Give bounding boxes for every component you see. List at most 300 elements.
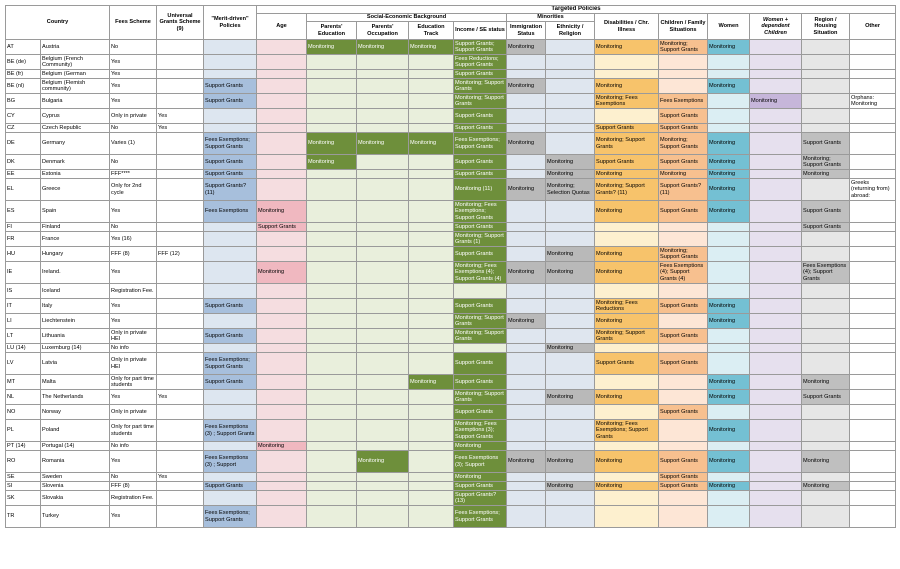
cell-universal	[157, 405, 204, 420]
header-country: Country	[6, 6, 110, 40]
cell-wom	[708, 442, 750, 451]
cell-code: LI	[6, 314, 41, 329]
cell-reg	[802, 506, 850, 528]
cell-chi	[659, 390, 708, 405]
cell-other	[850, 109, 896, 124]
cell-other	[850, 420, 896, 442]
cell-age	[257, 344, 307, 353]
cell-wom: Monitoring	[708, 451, 750, 473]
cell-universal	[157, 201, 204, 223]
cell-merit: Support Grants	[204, 329, 257, 344]
cell-po	[357, 473, 409, 482]
cell-eth	[546, 405, 595, 420]
cell-merit: Fees Exemptions (3) ; Support	[204, 451, 257, 473]
cell-country: Italy	[41, 299, 110, 314]
cell-inc: Support Grants	[454, 124, 507, 133]
cell-code: PL	[6, 420, 41, 442]
cell-age	[257, 133, 307, 155]
cell-eth	[546, 491, 595, 506]
cell-code: AT	[6, 40, 41, 55]
cell-po	[357, 375, 409, 390]
cell-merit: Support Grants	[204, 155, 257, 170]
cell-merit: Support Grants	[204, 299, 257, 314]
cell-dis: Support Grants	[595, 353, 659, 375]
cell-wdc	[750, 201, 802, 223]
cell-chi: Support Grants	[659, 155, 708, 170]
cell-wom	[708, 473, 750, 482]
cell-dis	[595, 405, 659, 420]
cell-code: PT (14)	[6, 442, 41, 451]
cell-reg	[802, 179, 850, 201]
cell-dis: Monitoring	[595, 390, 659, 405]
cell-fees: Varies (1)	[110, 133, 157, 155]
table-row	[6, 133, 896, 155]
cell-fees: Yes	[110, 201, 157, 223]
cell-eth	[546, 232, 595, 247]
cell-age	[257, 79, 307, 94]
cell-country: Belgium (Flemish community)	[41, 79, 110, 94]
cell-country: Ireland.	[41, 262, 110, 284]
cell-dis	[595, 473, 659, 482]
header-other: Other	[850, 14, 896, 40]
cell-country: France	[41, 232, 110, 247]
cell-et	[409, 451, 454, 473]
cell-et	[409, 491, 454, 506]
cell-wdc	[750, 40, 802, 55]
cell-et	[409, 223, 454, 232]
cell-pe	[307, 55, 357, 70]
cell-merit: Support Grants	[204, 482, 257, 491]
cell-po	[357, 491, 409, 506]
cell-universal	[157, 155, 204, 170]
cell-eth	[546, 124, 595, 133]
cell-fees: No	[110, 124, 157, 133]
cell-eth	[546, 420, 595, 442]
cell-inc	[454, 284, 507, 299]
cell-eth	[546, 284, 595, 299]
cell-merit	[204, 247, 257, 262]
cell-pe	[307, 247, 357, 262]
cell-et	[409, 405, 454, 420]
cell-imm: Monitoring	[507, 133, 546, 155]
cell-merit	[204, 442, 257, 451]
cell-age	[257, 482, 307, 491]
cell-eth: Monitoring; Selection Quotas	[546, 179, 595, 201]
cell-po	[357, 247, 409, 262]
cell-eth	[546, 133, 595, 155]
cell-country: Spain	[41, 201, 110, 223]
cell-imm	[507, 442, 546, 451]
cell-merit: Support Grants	[204, 170, 257, 179]
cell-chi	[659, 420, 708, 442]
cell-code: DK	[6, 155, 41, 170]
cell-fees: Only for 2nd cycle	[110, 179, 157, 201]
cell-fees: Yes	[110, 390, 157, 405]
cell-po	[357, 155, 409, 170]
table-row	[6, 170, 896, 179]
cell-inc: Monitoring; Support Grants	[454, 94, 507, 109]
cell-imm: Monitoring	[507, 314, 546, 329]
cell-wom: Monitoring	[708, 201, 750, 223]
cell-inc: Support Grants	[454, 482, 507, 491]
cell-dis	[595, 223, 659, 232]
cell-other	[850, 124, 896, 133]
table-row	[6, 55, 896, 70]
cell-country: Belgium (French Community)	[41, 55, 110, 70]
cell-country: Turkey	[41, 506, 110, 528]
cell-wdc	[750, 109, 802, 124]
cell-age	[257, 329, 307, 344]
cell-et	[409, 284, 454, 299]
cell-et	[409, 201, 454, 223]
cell-reg: Monitoring	[802, 375, 850, 390]
cell-pe	[307, 420, 357, 442]
cell-other	[850, 247, 896, 262]
cell-country: Cyprus	[41, 109, 110, 124]
cell-universal	[157, 179, 204, 201]
cell-et	[409, 94, 454, 109]
cell-wom	[708, 284, 750, 299]
cell-age	[257, 155, 307, 170]
cell-inc: Monitoring; Support Grants	[454, 329, 507, 344]
cell-fees: FFF (8)	[110, 247, 157, 262]
cell-imm: Monitoring	[507, 451, 546, 473]
cell-other: Greeks (returning from) abroad:	[850, 179, 896, 201]
cell-other	[850, 133, 896, 155]
cell-age: Monitoring	[257, 201, 307, 223]
cell-po	[357, 482, 409, 491]
cell-reg	[802, 344, 850, 353]
cell-eth: Monitoring	[546, 155, 595, 170]
cell-dis: Monitoring; Fees Exemptions; Support Grants	[595, 420, 659, 442]
cell-et	[409, 179, 454, 201]
cell-reg	[802, 314, 850, 329]
cell-eth: Monitoring	[546, 344, 595, 353]
cell-wom: Monitoring	[708, 390, 750, 405]
cell-inc: Monitoring; Fees Exemptions (3); Support Grants	[454, 420, 507, 442]
cell-po	[357, 70, 409, 79]
cell-et	[409, 262, 454, 284]
cell-wdc	[750, 223, 802, 232]
cell-po	[357, 262, 409, 284]
cell-po	[357, 55, 409, 70]
cell-pe	[307, 353, 357, 375]
cell-reg	[802, 473, 850, 482]
cell-code: IT	[6, 299, 41, 314]
cell-fees: Yes	[110, 314, 157, 329]
cell-pe	[307, 491, 357, 506]
cell-pe	[307, 94, 357, 109]
cell-imm	[507, 232, 546, 247]
cell-pe	[307, 232, 357, 247]
cell-po: Monitoring	[357, 133, 409, 155]
cell-wom	[708, 344, 750, 353]
table-row	[6, 473, 896, 482]
cell-code: BG	[6, 94, 41, 109]
table-row	[6, 344, 896, 353]
cell-age: Monitoring	[257, 262, 307, 284]
cell-imm	[507, 155, 546, 170]
table-row	[6, 442, 896, 451]
cell-other	[850, 506, 896, 528]
cell-pe	[307, 179, 357, 201]
table-row	[6, 179, 896, 201]
cell-fees: Registration Fee.	[110, 491, 157, 506]
cell-code: IE	[6, 262, 41, 284]
cell-wdc	[750, 491, 802, 506]
cell-po	[357, 405, 409, 420]
table-row	[6, 506, 896, 528]
cell-other	[850, 482, 896, 491]
cell-code: LT	[6, 329, 41, 344]
cell-reg: Support Grants	[802, 133, 850, 155]
cell-pe	[307, 70, 357, 79]
cell-code: NL	[6, 390, 41, 405]
table-row	[6, 201, 896, 223]
cell-other	[850, 442, 896, 451]
cell-age	[257, 405, 307, 420]
cell-country: Poland	[41, 420, 110, 442]
header-socio-economic: Social-Economic Background	[307, 14, 507, 22]
cell-pe	[307, 223, 357, 232]
cell-po: Monitoring	[357, 40, 409, 55]
cell-code: ES	[6, 201, 41, 223]
cell-reg	[802, 353, 850, 375]
cell-other	[850, 353, 896, 375]
cell-age	[257, 170, 307, 179]
cell-age	[257, 299, 307, 314]
cell-universal	[157, 420, 204, 442]
cell-chi	[659, 223, 708, 232]
cell-code: NO	[6, 405, 41, 420]
cell-chi	[659, 314, 708, 329]
cell-eth: Monitoring	[546, 170, 595, 179]
cell-pe	[307, 314, 357, 329]
cell-eth: Monitoring	[546, 262, 595, 284]
table-row	[6, 223, 896, 232]
cell-code: FR	[6, 232, 41, 247]
cell-other	[850, 344, 896, 353]
cell-inc: Support Grants? (13)	[454, 491, 507, 506]
cell-eth: Monitoring	[546, 482, 595, 491]
cell-merit	[204, 284, 257, 299]
cell-wdc	[750, 170, 802, 179]
cell-eth	[546, 70, 595, 79]
cell-et: Monitoring	[409, 375, 454, 390]
cell-chi: Fees Exemptions	[659, 94, 708, 109]
cell-merit: Fees Exemptions	[204, 201, 257, 223]
cell-inc	[454, 344, 507, 353]
cell-pe	[307, 329, 357, 344]
cell-country: Slovenia	[41, 482, 110, 491]
cell-po	[357, 506, 409, 528]
cell-wdc	[750, 482, 802, 491]
cell-chi: Support Grants	[659, 124, 708, 133]
cell-po	[357, 109, 409, 124]
cell-imm	[507, 55, 546, 70]
cell-imm	[507, 247, 546, 262]
cell-universal	[157, 491, 204, 506]
cell-merit: Fees Exemptions (3) ; Support Grants	[204, 420, 257, 442]
cell-universal: Yes	[157, 390, 204, 405]
cell-other: Orphans: Monitoring	[850, 94, 896, 109]
cell-et	[409, 482, 454, 491]
cell-wdc	[750, 232, 802, 247]
cell-merit: Support Grants	[204, 79, 257, 94]
cell-po	[357, 223, 409, 232]
cell-po	[357, 179, 409, 201]
cell-po	[357, 353, 409, 375]
cell-age	[257, 390, 307, 405]
cell-inc: Monitoring (11)	[454, 179, 507, 201]
cell-reg	[802, 284, 850, 299]
cell-wdc	[750, 344, 802, 353]
cell-merit: Fees Exemptions; Support Grants	[204, 506, 257, 528]
cell-universal: Yes	[157, 473, 204, 482]
cell-fees: Yes (16)	[110, 232, 157, 247]
cell-chi	[659, 284, 708, 299]
cell-eth: Monitoring	[546, 390, 595, 405]
cell-fees: No info	[110, 442, 157, 451]
cell-country: Austria	[41, 40, 110, 55]
cell-inc: Monitoring; Fees Exemptions (4); Support Grants (4)	[454, 262, 507, 284]
cell-universal	[157, 40, 204, 55]
cell-universal	[157, 299, 204, 314]
policy-table	[5, 5, 896, 528]
cell-chi: Support Grants	[659, 109, 708, 124]
cell-reg	[802, 94, 850, 109]
table-row	[6, 405, 896, 420]
cell-dis	[595, 506, 659, 528]
cell-pe	[307, 79, 357, 94]
cell-merit	[204, 344, 257, 353]
cell-pe	[307, 390, 357, 405]
cell-fees: Yes	[110, 94, 157, 109]
cell-wom	[708, 506, 750, 528]
cell-fees: Yes	[110, 451, 157, 473]
cell-fees: No	[110, 223, 157, 232]
table-row	[6, 353, 896, 375]
table-row	[6, 94, 896, 109]
cell-dis: Monitoring; Fees Exemptions	[595, 94, 659, 109]
table-row	[6, 232, 896, 247]
cell-age: Support Grants	[257, 223, 307, 232]
cell-wdc	[750, 353, 802, 375]
header-women: Women	[708, 14, 750, 40]
cell-age	[257, 491, 307, 506]
cell-wdc	[750, 179, 802, 201]
cell-reg	[802, 299, 850, 314]
cell-universal	[157, 55, 204, 70]
cell-eth	[546, 201, 595, 223]
table-row	[6, 451, 896, 473]
cell-chi: Support Grants	[659, 473, 708, 482]
cell-fees: Only in private	[110, 405, 157, 420]
cell-code: EL	[6, 179, 41, 201]
cell-country: Romania	[41, 451, 110, 473]
cell-imm: Monitoring	[507, 79, 546, 94]
cell-inc: Support Grants	[454, 70, 507, 79]
cell-imm	[507, 506, 546, 528]
cell-chi: Monitoring; Support Grants	[659, 247, 708, 262]
cell-chi: Support Grants	[659, 299, 708, 314]
cell-inc: Support Grants	[454, 109, 507, 124]
cell-eth	[546, 329, 595, 344]
cell-reg	[802, 247, 850, 262]
cell-age	[257, 353, 307, 375]
cell-inc: Monitoring; Support Grants (1)	[454, 232, 507, 247]
cell-inc: Monitoring; Support Grants	[454, 390, 507, 405]
cell-dis: Monitoring	[595, 201, 659, 223]
cell-country: Greece	[41, 179, 110, 201]
cell-reg: Monitoring; Support Grants	[802, 155, 850, 170]
cell-inc: Fees Exemptions; Support Grants	[454, 133, 507, 155]
cell-wdc	[750, 329, 802, 344]
cell-country: Denmark	[41, 155, 110, 170]
cell-chi: Monitoring	[659, 170, 708, 179]
cell-wom	[708, 223, 750, 232]
cell-code: SI	[6, 482, 41, 491]
cell-et	[409, 353, 454, 375]
table-row	[6, 491, 896, 506]
table-row	[6, 124, 896, 133]
cell-fees: Registration Fee.	[110, 284, 157, 299]
cell-fees: No info	[110, 344, 157, 353]
cell-dis	[595, 70, 659, 79]
header-women-dependent: Women + dependent Children	[750, 14, 802, 40]
cell-eth	[546, 109, 595, 124]
cell-country: Liechtenstein	[41, 314, 110, 329]
cell-country: Slovakia	[41, 491, 110, 506]
cell-merit: Support Grants	[204, 375, 257, 390]
cell-dis: Monitoring	[595, 40, 659, 55]
cell-other	[850, 451, 896, 473]
cell-inc: Support Grants	[454, 155, 507, 170]
header-ethnicity: Ethnicity / Religion	[546, 22, 595, 40]
cell-wom: Monitoring	[708, 482, 750, 491]
cell-other	[850, 55, 896, 70]
cell-other	[850, 155, 896, 170]
header-disabilities: Disabilities / Chr. Illness	[595, 14, 659, 40]
cell-pe	[307, 482, 357, 491]
cell-imm	[507, 109, 546, 124]
cell-universal	[157, 506, 204, 528]
cell-wom	[708, 247, 750, 262]
cell-universal	[157, 482, 204, 491]
cell-code: MT	[6, 375, 41, 390]
cell-wdc	[750, 133, 802, 155]
cell-reg: Monitoring	[802, 170, 850, 179]
cell-chi	[659, 55, 708, 70]
cell-inc: Support Grants	[454, 353, 507, 375]
cell-po	[357, 329, 409, 344]
cell-imm	[507, 223, 546, 232]
header-region: Region / Housing Situation	[802, 14, 850, 40]
cell-merit	[204, 262, 257, 284]
cell-dis: Monitoring	[595, 170, 659, 179]
cell-chi: Support Grants	[659, 201, 708, 223]
cell-chi	[659, 442, 708, 451]
cell-fees: Only for part time students	[110, 420, 157, 442]
cell-country: Luxemburg (14)	[41, 344, 110, 353]
cell-universal	[157, 353, 204, 375]
cell-et	[409, 79, 454, 94]
cell-dis	[595, 491, 659, 506]
cell-eth	[546, 223, 595, 232]
cell-dis: Monitoring; Support Grants	[595, 329, 659, 344]
cell-country: Iceland	[41, 284, 110, 299]
cell-universal	[157, 442, 204, 451]
